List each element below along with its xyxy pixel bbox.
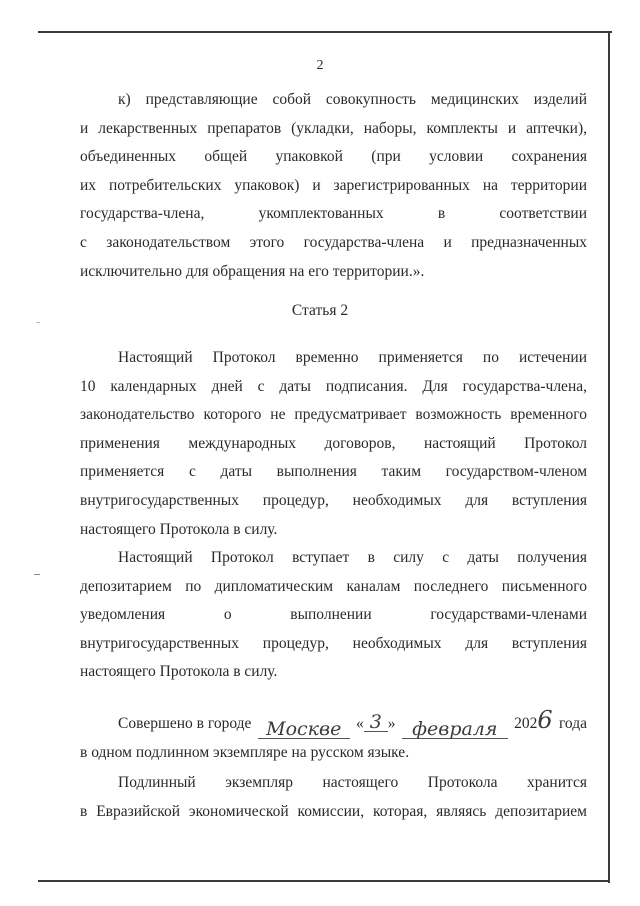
handwritten-year-digit: 6: [537, 706, 553, 734]
text-line: Настоящий Протокол вступает в силу с даты получения: [118, 549, 587, 566]
text-line: депозитарием по дипломатическим каналам последнего письменного: [80, 577, 587, 595]
year-printed: 202: [514, 715, 538, 732]
handwritten-city: Москве: [258, 720, 350, 739]
quote-close: »: [387, 715, 396, 732]
signing-prefix: Совершено в городе: [118, 715, 252, 732]
quote-open: «: [356, 715, 364, 732]
text-line: Настоящий Протокол временно применяется по истечении: [118, 349, 587, 366]
text-line: объединенных общей упаковкой (при условии сохранения: [80, 148, 587, 166]
text-line: уведомления о выполнении государствами-членами: [80, 606, 587, 624]
text-line: к) представляющие собой совокупность медицинских изделий: [118, 91, 587, 108]
item-k-paragraph: [80, 86, 587, 286]
text-line: в Евразийской экономической комиссии, которая, являясь депозитарием: [80, 802, 587, 820]
text-line: их потребительских упаковок) и зарегистрированных на территории: [80, 176, 587, 194]
text-line: настоящего Протокола в силу.: [80, 520, 278, 538]
text-line: внутригосударственных процедур, необходимых для вступления: [80, 491, 587, 509]
handwritten-day: 3: [364, 713, 388, 732]
text-line: применяется с даты выполнения таким государством-членом: [80, 463, 587, 481]
year-block: [514, 706, 553, 739]
text-line: 10 календарных дней с даты подписания. Для государства-члена,: [80, 377, 587, 395]
scan-top-border: [38, 31, 612, 33]
signing-suffix: года: [558, 715, 587, 732]
scan-right-border: [608, 31, 610, 883]
text-line: законодательство которого не предусматривает возможность временного: [80, 406, 587, 424]
signing-line: [80, 706, 587, 740]
article-heading: Статья 2: [291, 302, 349, 319]
scan-margin-mark: [34, 574, 40, 575]
text-line: с законодательством этого государства-члена и предназначенных: [80, 233, 587, 251]
text-line: внутригосударственных процедур, необходимых для вступления: [80, 634, 587, 652]
text-line: Подлинный экземпляр настоящего Протокола хранится: [118, 774, 587, 791]
paragraph-entry-into-force: [80, 544, 587, 687]
handwritten-month: февраля: [402, 720, 508, 739]
text-line: в одном подлинном экземпляре на русском языке.: [80, 743, 410, 761]
paragraph-provisional-application: [80, 344, 587, 544]
text-line: настоящего Протокола в силу.: [80, 663, 278, 681]
signing-paragraph: [80, 706, 587, 767]
text-line: и лекарственных препаратов (укладки, наборы, комплекты и аптечки),: [80, 119, 587, 137]
scan-margin-mark-2: [36, 322, 40, 323]
text-line: применения международных договоров, настоящий Протокол: [80, 434, 587, 452]
date-block: [356, 710, 396, 739]
paragraph-original-copy: [80, 769, 587, 826]
scan-bottom-border: [38, 880, 610, 882]
page-number: 2: [316, 58, 324, 73]
text-line: исключительно для обращения на его территории.».: [80, 262, 425, 280]
text-line: государства-члена, укомплектованных в соответствии: [80, 205, 587, 223]
